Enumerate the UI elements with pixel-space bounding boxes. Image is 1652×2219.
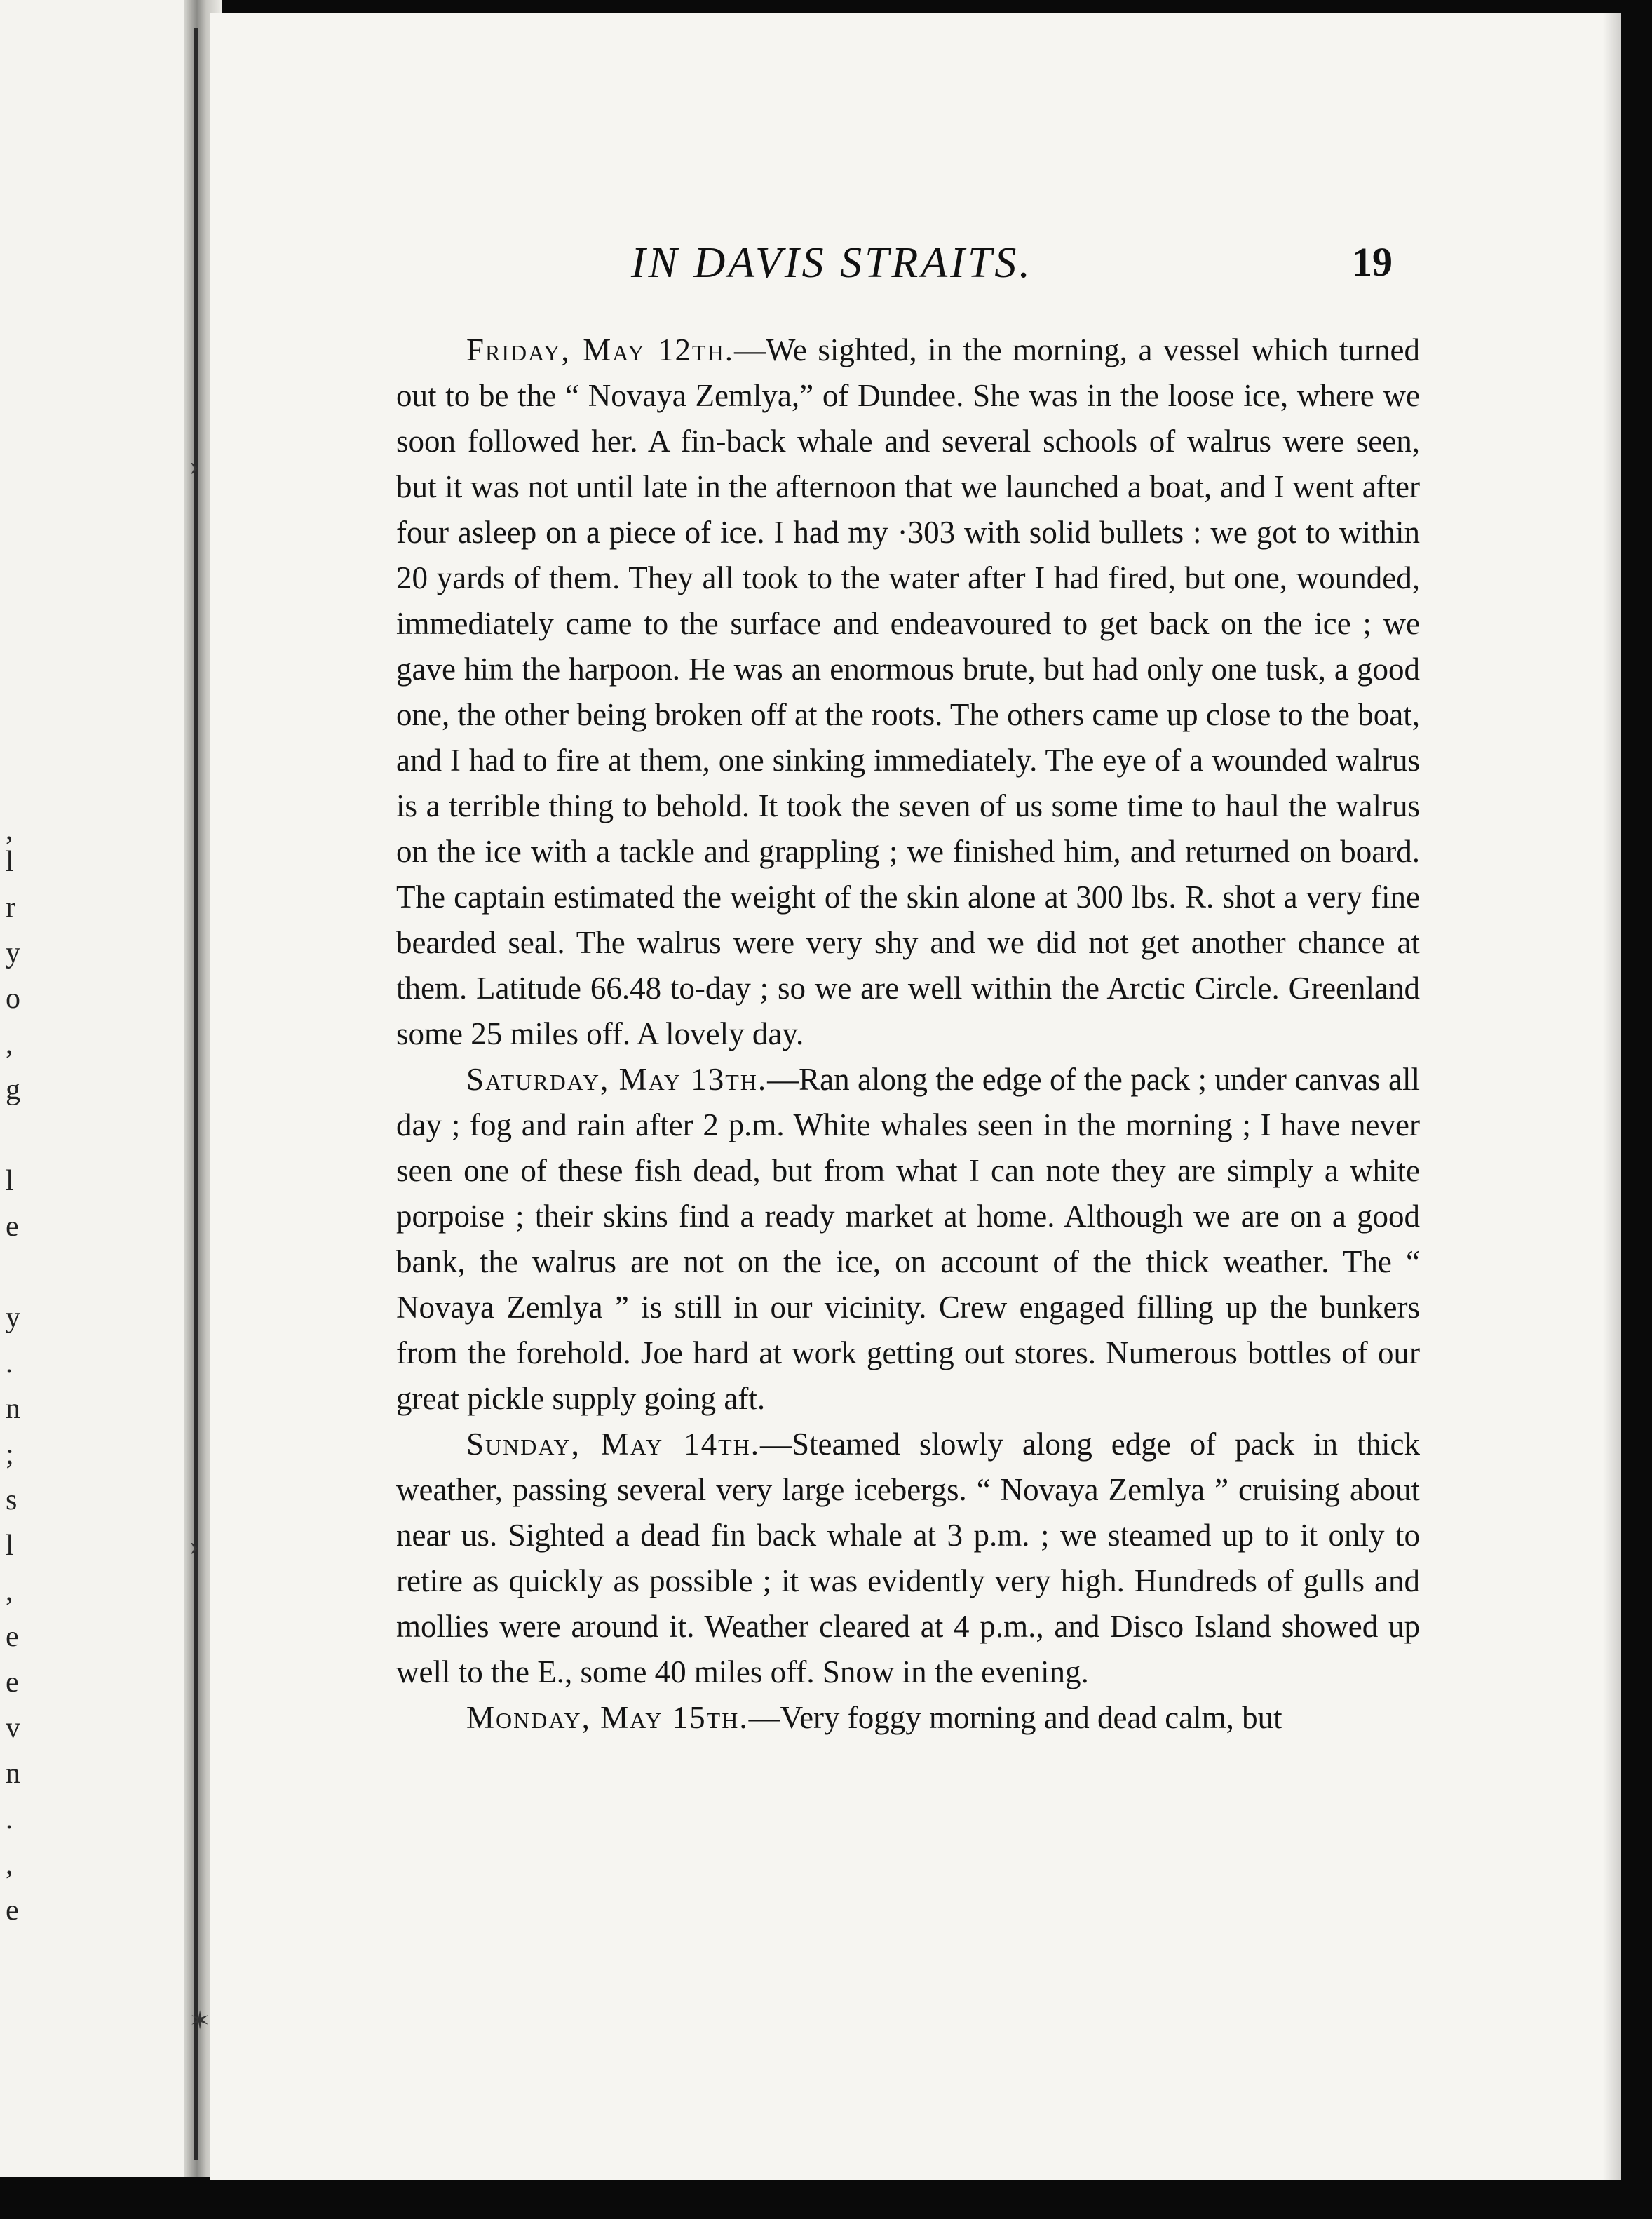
fragment-char: e bbox=[6, 1666, 19, 1699]
fragment-char: y bbox=[6, 1302, 20, 1334]
entry-date: Sunday, May 14th. bbox=[466, 1426, 760, 1462]
page-number: 19 bbox=[1352, 239, 1393, 285]
fragment-char: e bbox=[6, 1210, 19, 1243]
entry-date: Monday, May 15th. bbox=[466, 1700, 749, 1735]
fragment-char: e bbox=[6, 1621, 19, 1653]
right-page-edge-shadow bbox=[1603, 13, 1621, 2180]
fragment-char: y bbox=[6, 937, 20, 969]
diary-entry bbox=[396, 328, 1420, 1057]
left-page-fragments bbox=[0, 0, 28, 2177]
fragment-char: l bbox=[6, 846, 14, 878]
entry-text: —Very foggy morning and dead calm, but bbox=[748, 1700, 1282, 1735]
diary-entry bbox=[396, 1422, 1420, 1695]
fragment-char: l bbox=[6, 1530, 14, 1562]
fragment-char: , bbox=[6, 1575, 13, 1607]
fragment-char: v bbox=[6, 1712, 20, 1744]
entry-date: Friday, May 12th. bbox=[466, 332, 734, 367]
fragment-char: e bbox=[6, 1894, 19, 1927]
binding-mark: ✶ bbox=[189, 2006, 211, 2035]
fragment-char: ; bbox=[6, 1438, 14, 1471]
fragment-char: n bbox=[6, 1758, 20, 1790]
entry-date: Saturday, May 13th. bbox=[466, 1062, 768, 1097]
binding-mark: › bbox=[189, 1530, 199, 1561]
diary-entry bbox=[396, 1695, 1420, 1741]
binding-mark: › bbox=[189, 450, 199, 481]
entry-text: —We sighted, in the morning, a vessel which turned out to be the “ Novaya Zemlya,” of Dundee. She was in the loose ice, where we soon followed her. A fin-back whale and several schools of walrus were seen, but it was not until late in the afternoon that we launched a boat, and I went after four asleep on a piece of ice. I had my ·303 with solid bullets : we got to within 20 yards of them. They all took to the water after I had fired, but one, wounded, immediately came to the surface and endeavoured to get back on the ice ; we gave him the harpoon. He was an enormous brute, but had only one tusk, a good one, the other being broken off at the roots. The others came up close to the boat, and I had to fire at them, one sinking immediately. The eye of a wounded walrus is a terrible thing to behold. It took the seven of us some time to haul the walrus on the ice with a tackle and grappling ; we finished him, and returned on board. The captain estimated the weight of the skin alone at 300 lbs. R. shot a very fine bearded seal. The walrus were very shy and we did not get another chance at them. Latitude 66.48 to-day ; so we are well within the Arctic Circle. Greenland some 25 miles off. A lovely day. bbox=[396, 332, 1421, 1051]
fragment-char: r bbox=[6, 891, 15, 924]
fragment-char: l bbox=[6, 1165, 14, 1197]
fragment-char: s bbox=[6, 1484, 18, 1516]
gutter-shadow-line bbox=[194, 28, 198, 2160]
fragment-char: n bbox=[6, 1393, 20, 1425]
fragment-char: o bbox=[6, 983, 20, 1015]
entry-text: —Steamed slowly along edge of pack in thick weather, passing several very large icebergs. “ Novaya Zemlya ” cruising about near us. Sighted a dead fin back whale at 3 p.m. ; we steamed up to it only to retire as quickly as possible ; it was evidently very high. Hundreds of gulls and mollies were around it. Weather cleared at 4 p.m., and Disco Island showed up well to the E., some 40 miles off. Snow in the evening. bbox=[396, 1426, 1420, 1689]
diary-entry bbox=[396, 1057, 1420, 1422]
body-text bbox=[396, 328, 1420, 1741]
fragment-char: , bbox=[6, 1028, 13, 1060]
fragment-char: , bbox=[6, 1849, 13, 1881]
fragment-char: g bbox=[6, 1074, 20, 1106]
left-page-edge bbox=[0, 0, 195, 2177]
fragment-char: , bbox=[6, 814, 13, 847]
running-head: IN DAVIS STRAITS. bbox=[631, 239, 1033, 287]
entry-text: —Ran along the edge of the pack ; under canvas all day ; fog and rain after 2 p.m. White whales seen in the morning ; I have never seen one of these fish dead, but from what I can note they are simply a white porpoise ; their skins find a ready market at home. Although we are on a good bank, the walrus are not on the ice, on account of the thick weather. The “ Novaya Zemlya ” is still in our vicinity. Crew engaged filling up the bunkers from the forehold. Joe hard at work getting out stores. Numerous bottles of our great pickle supply going aft. bbox=[396, 1062, 1420, 1416]
fragment-char: . bbox=[6, 1347, 13, 1380]
fragment-char: . bbox=[6, 1803, 13, 1835]
